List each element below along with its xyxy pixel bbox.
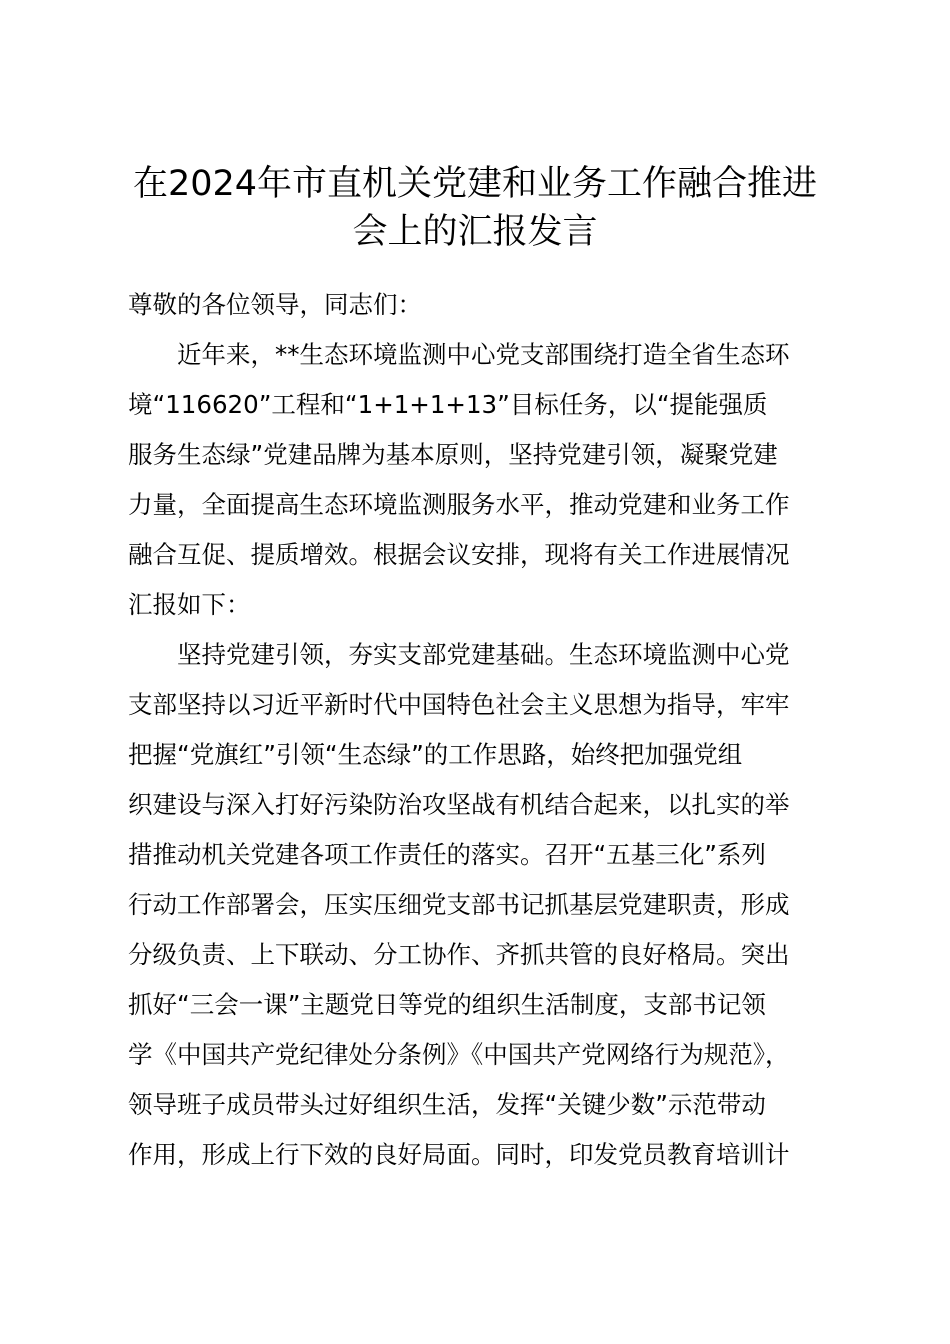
document-title-line-1: 在2024年市直机关党建和业务工作融合推进 [132, 164, 818, 204]
paragraph-2-line: 领导班子成员带头过好组织生活，发挥“关键少数”示范带动 [128, 1090, 766, 1119]
salutation: 尊敬的各位领导，同志们： [128, 290, 422, 319]
paragraph-2-line: 作用，形成上行下效的良好局面。同时，印发党员教育培训计 [128, 1140, 790, 1169]
paragraph-1-line: 汇报如下： [128, 590, 251, 619]
paragraph-2-line: 支部坚持以习近平新时代中国特色社会主义思想为指导，牢牢 [128, 690, 790, 719]
paragraph-1-line: 服务生态绿”党建品牌为基本原则，坚持党建引领，凝聚党建 [128, 440, 778, 469]
paragraph-2-line: 措推动机关党建各项工作责任的落实。召开“五基三化”系列 [128, 840, 766, 869]
document-title-line-2: 会上的汇报发言 [352, 212, 598, 252]
paragraph-1-line: 力量，全面提高生态环境监测服务水平，推动党建和业务工作 [128, 490, 790, 519]
paragraph-2-line: 织建设与深入打好污染防治攻坚战有机结合起来，以扎实的举 [128, 790, 790, 819]
paragraph-1-line: 近年来，**生态环境监测中心党支部围绕打造全省生态环 [128, 340, 790, 369]
paragraph-2-line: 学《中国共产党纪律处分条例》《中国共产党网络行为规范》， [128, 1040, 790, 1069]
paragraph-1-line: 融合互促、提质增效。根据会议安排，现将有关工作进展情况 [128, 540, 790, 569]
paragraph-2-line: 行动工作部署会，压实压细党支部书记抓基层党建职责，形成 [128, 890, 790, 919]
paragraph-2-line: 抓好“三会一课”主题党日等党的组织生活制度，支部书记领 [128, 990, 766, 1019]
paragraph-2-line: 坚持党建引领，夯实支部党建基础。生态环境监测中心党 [128, 640, 790, 669]
paragraph-2-line: 分级负责、上下联动、分工协作、齐抓共管的良好格局。突出 [128, 940, 790, 969]
paragraph-1-line: 境“116620”工程和“1+1+1+13”目标任务，以“提能强质 [128, 390, 768, 419]
paragraph-2-line: 把握“党旗红”引领“生态绿”的工作思路，始终把加强党组 [128, 740, 743, 769]
